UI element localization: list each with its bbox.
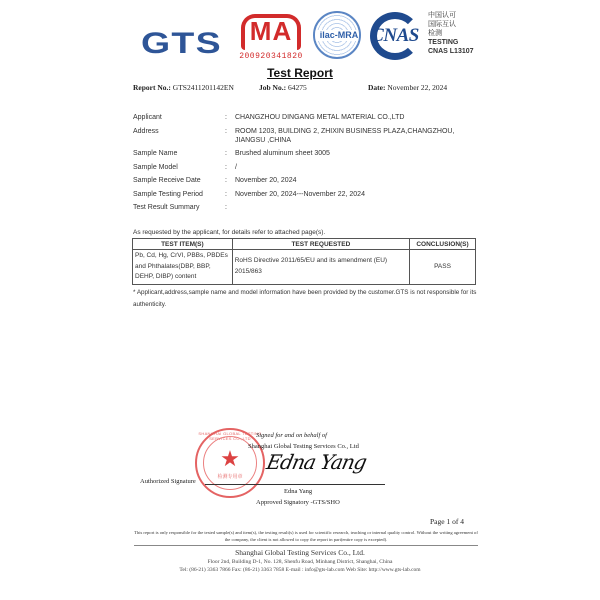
sample-info: [133, 113, 478, 217]
stamp-bottom-text: 检测专用章: [217, 474, 243, 480]
page-number: Page 1 of 4: [430, 517, 464, 526]
report-number-value: GTS2411201142EN: [172, 83, 234, 92]
official-stamp: [195, 428, 265, 498]
cma-number: 200920341820: [239, 52, 303, 61]
info-label: Applicant: [133, 114, 162, 121]
info-label: Sample Name: [133, 150, 178, 157]
cnas-line: 国际互认: [428, 21, 456, 28]
disclaimer: This report is only responsible for the tested sample(s) and item(s), the testing result(s) is used for scientific research, teaching or internal quality control. Without the writing agreement of the company, the client is not allowed to copy the report in part(entire copy is excepted).: [134, 530, 478, 542]
info-row-sample-model: [133, 163, 478, 172]
footnote: * Applicant,address,sample name and model information have been provided by the customer.GTS is not responsible for its authenticity.: [133, 289, 477, 308]
info-value: Brushed aluminum sheet 3005: [235, 150, 330, 157]
table-row: [133, 250, 476, 285]
info-label: Address: [133, 127, 159, 135]
handwritten-signature: Edna Yang: [264, 450, 369, 474]
cnas-line: TESTING: [428, 39, 459, 46]
column-header: TEST REQUESTED: [232, 239, 409, 250]
cnas-logo: [368, 12, 422, 60]
info-row-address: [133, 127, 478, 145]
info-label: Test Result Summary: [133, 204, 200, 211]
authorized-signature-label: Authorized Signature: [140, 478, 196, 485]
info-label: Sample Model: [133, 163, 178, 171]
info-value: CHANGZHOU DINGANG METAL MATERIAL CO.,LTD: [235, 114, 405, 121]
info-row-sample-name: [133, 149, 478, 158]
footer-address: Floor 2nd, Building D-1, No. 128, Shenfu Road, Minhang District, Shanghai, China: [207, 559, 393, 565]
cnas-line: CNAS L13107: [428, 48, 474, 55]
conclusion-cell: PASS: [410, 250, 476, 285]
info-value: /: [235, 163, 237, 171]
info-label: Sample Receive Date: [133, 177, 201, 184]
test-item-cell: Pb, Cd, Hg, CrVI, PBBs, PBDEs and Phthalates(DBP, BBP, DEHP, DIBP) content: [133, 250, 233, 285]
cnas-line: 检测: [428, 30, 442, 37]
job-number-value: 64275: [287, 83, 307, 92]
column-header: CONCLUSION(S): [410, 239, 476, 250]
behalf-line-1: Signed for and on behalf of: [256, 432, 327, 439]
header-logos: [0, 8, 600, 64]
info-row-result-summary: [133, 203, 478, 212]
info-colon: :: [225, 190, 227, 198]
info-label: Sample Testing Period: [133, 190, 203, 198]
report-date-label: Date:: [368, 83, 386, 92]
cma-logo-text: MA: [249, 16, 293, 46]
gts-logo: GTS: [141, 27, 222, 60]
signer-role: Approved Signatory -GTS/SHO: [256, 499, 340, 506]
ilac-logo-text: ilac-MRA: [313, 30, 361, 41]
cnas-accreditation-text: [428, 11, 474, 56]
footer-divider: [134, 545, 478, 546]
cnas-line: 中国认可: [428, 12, 456, 19]
info-row-applicant: [133, 113, 478, 122]
table-header-row: [133, 239, 476, 250]
cnas-logo-text: CNAS: [371, 25, 419, 46]
info-colon: :: [225, 114, 227, 121]
job-number: [259, 83, 307, 92]
info-row-testing-period: [133, 190, 478, 199]
info-value: November 20, 2024: [235, 177, 297, 184]
page-title: Test Report: [267, 66, 333, 80]
info-row-receive-date: [133, 176, 478, 185]
cma-logo: [238, 12, 304, 62]
info-colon: :: [225, 127, 227, 135]
info-value: ROOM 1203, BUILDING 2, ZHIXIN BUSINESS PLAZA,CHANGZHOU, JIANGSU ,CHINA: [235, 127, 455, 144]
report-number-label: Report No.:: [133, 83, 171, 92]
signer-name: Edna Yang: [284, 488, 313, 495]
report-date-value: November 22, 2024: [387, 83, 448, 92]
stamp-ring-text: SHANGHAI GLOBAL TESTING SERVICES CO.,LTD: [198, 431, 262, 441]
info-colon: :: [225, 177, 227, 184]
report-number: [133, 83, 234, 92]
footer-company: Shanghai Global Testing Services Co., Ltd.: [235, 548, 365, 557]
requested-note: As requested by the applicant, for details refer to attached page(s).: [133, 229, 326, 236]
column-header: TEST ITEM(S): [133, 239, 233, 250]
info-value: [235, 203, 478, 212]
signature-line: [205, 484, 385, 485]
results-table: [132, 238, 476, 285]
star-icon: ★: [220, 446, 240, 471]
job-number-label: Job No.:: [259, 83, 287, 92]
footer-contact: Tel: (86-21) 3363 7866 Fax: (86-21) 3363 7858 E-mail : info@gts-lab.com Web Site: http://www.gts-lab.com: [179, 567, 421, 573]
test-requested-cell: RoHS Directive 2011/65/EU and its amendment (EU) 2015/863: [232, 250, 409, 285]
report-date: [368, 83, 447, 92]
ilac-mra-logo: [313, 11, 361, 59]
info-colon: :: [225, 204, 227, 211]
info-colon: :: [225, 163, 227, 171]
info-value: November 20, 2024---November 22, 2024: [235, 190, 365, 198]
behalf-line-2: Shanghai Global Testing Services Co., Ltd: [248, 443, 359, 450]
info-colon: :: [225, 150, 227, 157]
